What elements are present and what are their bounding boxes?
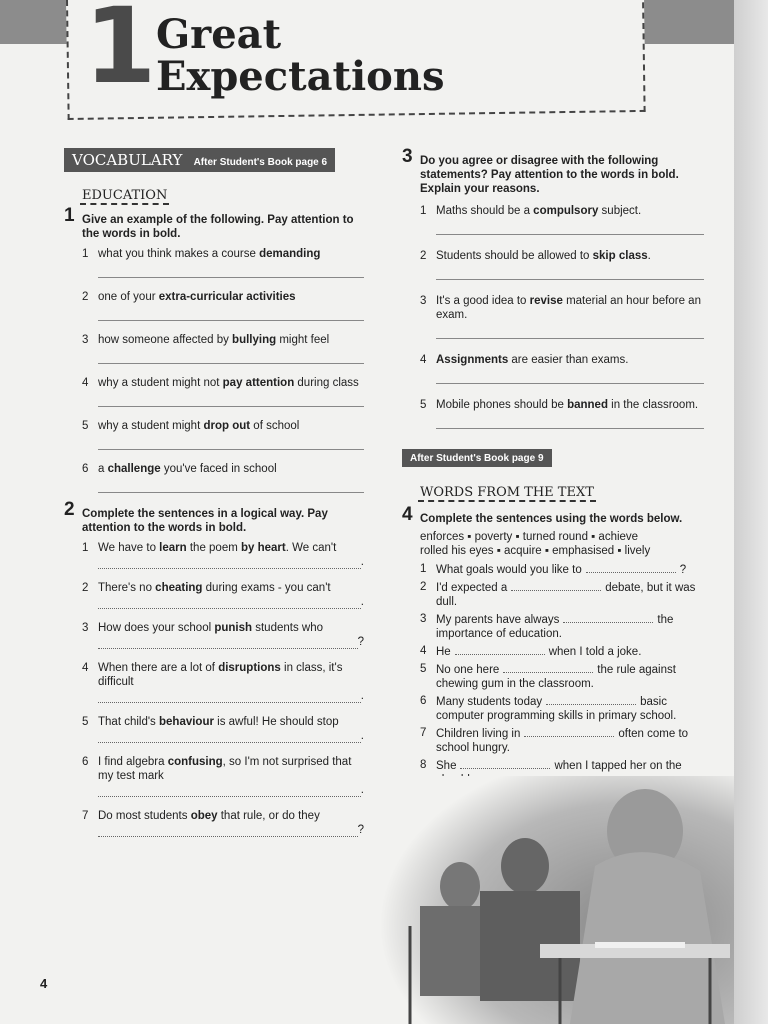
item-end-punct: . <box>360 784 364 796</box>
item-text: How does your school <box>98 622 215 634</box>
answer-line <box>98 596 361 609</box>
list-item <box>82 755 364 797</box>
answer-line <box>436 267 704 280</box>
item-number: 5 <box>82 420 89 432</box>
item-text-post: material an hour before an exam. <box>436 295 701 321</box>
item-text: Do most students <box>98 810 191 822</box>
item-text-a: What goals would you like to <box>436 564 582 576</box>
exercise-3-number: 3 <box>402 146 413 167</box>
item-text-bold: cheating <box>155 582 203 594</box>
list-item <box>420 562 704 577</box>
answer-row <box>98 595 364 609</box>
word-box <box>402 530 704 558</box>
list-item <box>420 294 704 322</box>
blank <box>503 662 593 673</box>
item-number: 5 <box>82 716 89 728</box>
answer-row <box>98 555 364 569</box>
word-box-line1: enforces ▪ poverty ▪ turned round ▪ achieve <box>420 531 639 543</box>
exercise-4-number: 4 <box>402 504 413 525</box>
answer-line <box>98 730 361 743</box>
answer-line <box>436 371 704 384</box>
item-number: 4 <box>420 645 427 657</box>
item-text-pre: Students should be allowed to <box>436 250 593 262</box>
item-end-punct: . <box>360 556 364 568</box>
unit-title <box>156 11 445 100</box>
list-item <box>82 541 364 569</box>
item-text: . We can't <box>285 542 337 554</box>
item-text-pre: what you think makes a course <box>98 248 260 260</box>
item-end-punct: . <box>360 690 364 702</box>
item-text-pre: Mobile phones should be <box>436 399 568 411</box>
item-text: I find algebra <box>98 756 168 768</box>
list-item <box>82 661 364 703</box>
left-column <box>64 148 364 849</box>
item-text-post: . <box>647 250 651 262</box>
exercise-2-instruction: Complete the sentences in a logical way. Pay attention to the words in bold. <box>82 508 328 534</box>
item-text-pre: how someone affected by <box>98 334 233 346</box>
answer-line <box>98 308 364 321</box>
item-text: is awful! He should stop <box>213 716 339 728</box>
answer-line <box>98 480 364 493</box>
item-text: We have to <box>98 542 160 554</box>
exercise-1-instruction: Give an example of the following. Pay attention to the words in bold. <box>82 214 354 240</box>
item-text-b: the rule against chewing gum in the classroom. <box>436 664 676 690</box>
item-text-b: when I tapped her on the <box>554 760 682 772</box>
page-edge <box>734 0 768 1024</box>
unit-title-line2: Expectations <box>156 53 445 100</box>
item-end-punct: . <box>360 596 364 608</box>
item-number: 7 <box>420 727 427 739</box>
list-item <box>82 419 364 433</box>
item-text-b: often come to school hungry. <box>436 728 689 754</box>
exercise-3-list <box>420 204 704 429</box>
word-box-line2: rolled his eyes ▪ acquire ▪ emphasised ▪ lively <box>420 545 651 557</box>
item-text-bold: behaviour <box>159 716 214 728</box>
item-number: 3 <box>420 295 427 307</box>
item-text-post: might feel <box>276 334 330 346</box>
answer-line <box>98 636 358 649</box>
item-number: 6 <box>82 756 89 768</box>
item-text-bold: learn <box>159 542 187 554</box>
exercise-3-instruction: Do you agree or disagree with the following statements? Pay attention to the words in bold. Explain your reasons. <box>420 155 679 195</box>
text-section-ref: After Student's Book page 9 <box>410 453 544 464</box>
item-number: 6 <box>420 695 427 707</box>
answer-line <box>98 784 361 797</box>
exercise-2-number: 2 <box>64 499 75 520</box>
list-item <box>82 333 364 347</box>
right-column <box>402 146 704 790</box>
students-exam-photo <box>380 776 734 1024</box>
list-item <box>420 612 704 641</box>
item-text-bold: confusing <box>167 756 223 768</box>
list-item <box>420 644 704 659</box>
item-text-bold: banned <box>567 399 608 411</box>
item-number: 8 <box>420 759 427 771</box>
item-text-b: debate, but it was dull. <box>436 582 696 608</box>
item-number: 1 <box>420 205 427 217</box>
item-text-post: you've faced in school <box>160 463 277 475</box>
item-text-b: the importance of education. <box>436 614 674 640</box>
blank <box>511 580 601 591</box>
item-text-a: She <box>436 760 457 772</box>
exercise-1-heading <box>64 205 364 241</box>
item-number: 2 <box>420 250 427 262</box>
item-text-a: My parents have always <box>436 614 560 626</box>
exercise-4-instruction: Complete the sentences using the words below. <box>420 513 683 525</box>
answer-row <box>98 635 364 649</box>
list-item <box>82 715 364 743</box>
item-number: 4 <box>82 662 89 674</box>
list-item <box>420 398 704 412</box>
item-number: 2 <box>82 582 89 594</box>
blank <box>524 726 614 737</box>
item-text-a: Children living in <box>436 728 521 740</box>
item-text: There's no <box>98 582 156 594</box>
item-number: 3 <box>82 334 89 346</box>
item-text: That child's <box>98 716 159 728</box>
list-item <box>82 247 364 261</box>
item-text: during exams - you can't <box>202 582 331 594</box>
item-text-a: No one here <box>436 664 500 676</box>
item-text-a: He <box>436 646 451 658</box>
item-number: 4 <box>82 377 89 389</box>
blank <box>455 644 545 655</box>
vocabulary-label <box>64 148 335 172</box>
answer-line <box>98 394 364 407</box>
item-text: that rule, or do they <box>217 810 320 822</box>
answer-line <box>98 824 358 837</box>
list-item <box>82 581 364 609</box>
list-item <box>420 694 704 723</box>
item-text-bold: pay attention <box>222 377 295 389</box>
item-text-bold: drop out <box>203 420 251 432</box>
item-number: 1 <box>82 248 89 260</box>
item-text-a: Many students today <box>436 696 543 708</box>
blank <box>460 758 550 769</box>
vocabulary-ref: After Student's Book page 6 <box>193 157 328 168</box>
answer-line <box>436 416 704 429</box>
item-text: When there are a lot of <box>98 662 219 674</box>
list-item <box>420 353 704 367</box>
item-number: 1 <box>82 542 89 554</box>
answer-line <box>436 222 704 235</box>
list-item <box>420 249 704 263</box>
item-text-bold: obey <box>190 810 218 822</box>
item-number: 2 <box>82 291 89 303</box>
item-text-b: ? <box>679 564 687 576</box>
answer-line <box>98 690 361 703</box>
item-text-pre: It's a good idea to <box>436 295 530 307</box>
section-words-from-text: WORDS FROM THE TEXT <box>420 485 594 500</box>
item-text: , so I'm not surprised that my test mark <box>98 756 352 782</box>
item-number: 5 <box>420 399 427 411</box>
item-text-b: basic computer programming skills in primary school. <box>436 696 677 722</box>
blank <box>586 562 676 573</box>
blank <box>546 694 636 705</box>
item-text-pre: why a student might <box>98 420 204 432</box>
item-text-bold: Assignments <box>436 354 509 366</box>
exercise-3-heading <box>402 146 704 196</box>
item-text-bold: compulsory <box>533 205 599 217</box>
page-number: 4 <box>40 976 48 991</box>
list-item <box>82 462 364 476</box>
item-number: 4 <box>420 354 427 366</box>
item-text: students who <box>252 622 324 634</box>
item-text-post: of school <box>250 420 300 432</box>
item-text-bold: bullying <box>232 334 277 346</box>
answer-line <box>436 326 704 339</box>
item-end-punct: ? <box>357 824 364 836</box>
vocabulary-label-text: VOCABULARY <box>72 151 183 169</box>
item-text-a: I'd expected a <box>436 582 508 594</box>
item-text-pre: a <box>98 463 108 475</box>
exercise-4-list <box>420 562 704 787</box>
item-number: 6 <box>82 463 89 475</box>
blank <box>563 612 653 623</box>
unit-number: 1 <box>84 0 157 107</box>
item-text-bold: by heart <box>241 542 286 554</box>
list-item <box>82 809 364 837</box>
item-text: in class, it's difficult <box>98 662 343 688</box>
exercise-1-number: 1 <box>64 205 75 226</box>
item-number: 5 <box>420 663 427 675</box>
answer-row <box>98 783 364 797</box>
item-number: 3 <box>420 613 427 625</box>
item-number: 3 <box>82 622 89 634</box>
list-item <box>420 726 704 755</box>
item-end-punct: ? <box>357 636 364 648</box>
item-text-post: during class <box>294 377 359 389</box>
list-item <box>82 621 364 649</box>
item-text-bold: extra-curricular activities <box>158 291 296 303</box>
item-text-bold: punish <box>214 622 253 634</box>
exercise-2-heading <box>64 499 364 535</box>
exercise-4-heading <box>402 504 704 526</box>
answer-line <box>98 351 364 364</box>
answer-line <box>98 556 361 569</box>
list-item <box>420 662 704 691</box>
item-number: 1 <box>420 563 427 575</box>
item-text-post: in the classroom. <box>607 399 699 411</box>
answer-line <box>98 265 364 278</box>
item-text-post: are easier than exams. <box>508 354 629 366</box>
exercise-2-list <box>82 541 364 837</box>
item-number: 2 <box>420 581 427 593</box>
text-section-label <box>402 449 552 467</box>
unit-title-line1: Great <box>156 11 282 58</box>
item-text-pre: one of your <box>98 291 159 303</box>
list-item <box>420 204 704 218</box>
list-item <box>82 376 364 390</box>
section-education: EDUCATION <box>82 188 168 203</box>
item-text-post: subject. <box>598 205 642 217</box>
item-text-pre: Maths should be a <box>436 205 534 217</box>
answer-line <box>98 437 364 450</box>
item-text: the poem <box>186 542 241 554</box>
answer-row <box>98 729 364 743</box>
item-end-punct: . <box>360 730 364 742</box>
list-item <box>82 290 364 304</box>
item-text-b: when I told a joke. <box>548 646 642 658</box>
item-text-bold: revise <box>529 295 563 307</box>
list-item <box>420 580 704 609</box>
item-text-bold: challenge <box>107 463 161 475</box>
answer-row <box>98 823 364 837</box>
item-number: 7 <box>82 810 89 822</box>
item-text-bold: disruptions <box>218 662 281 674</box>
item-text-bold: skip class <box>592 250 648 262</box>
answer-row <box>98 689 364 703</box>
item-text-bold: demanding <box>259 248 321 260</box>
exercise-1-list <box>82 247 364 493</box>
item-text-pre: why a student might not <box>98 377 223 389</box>
